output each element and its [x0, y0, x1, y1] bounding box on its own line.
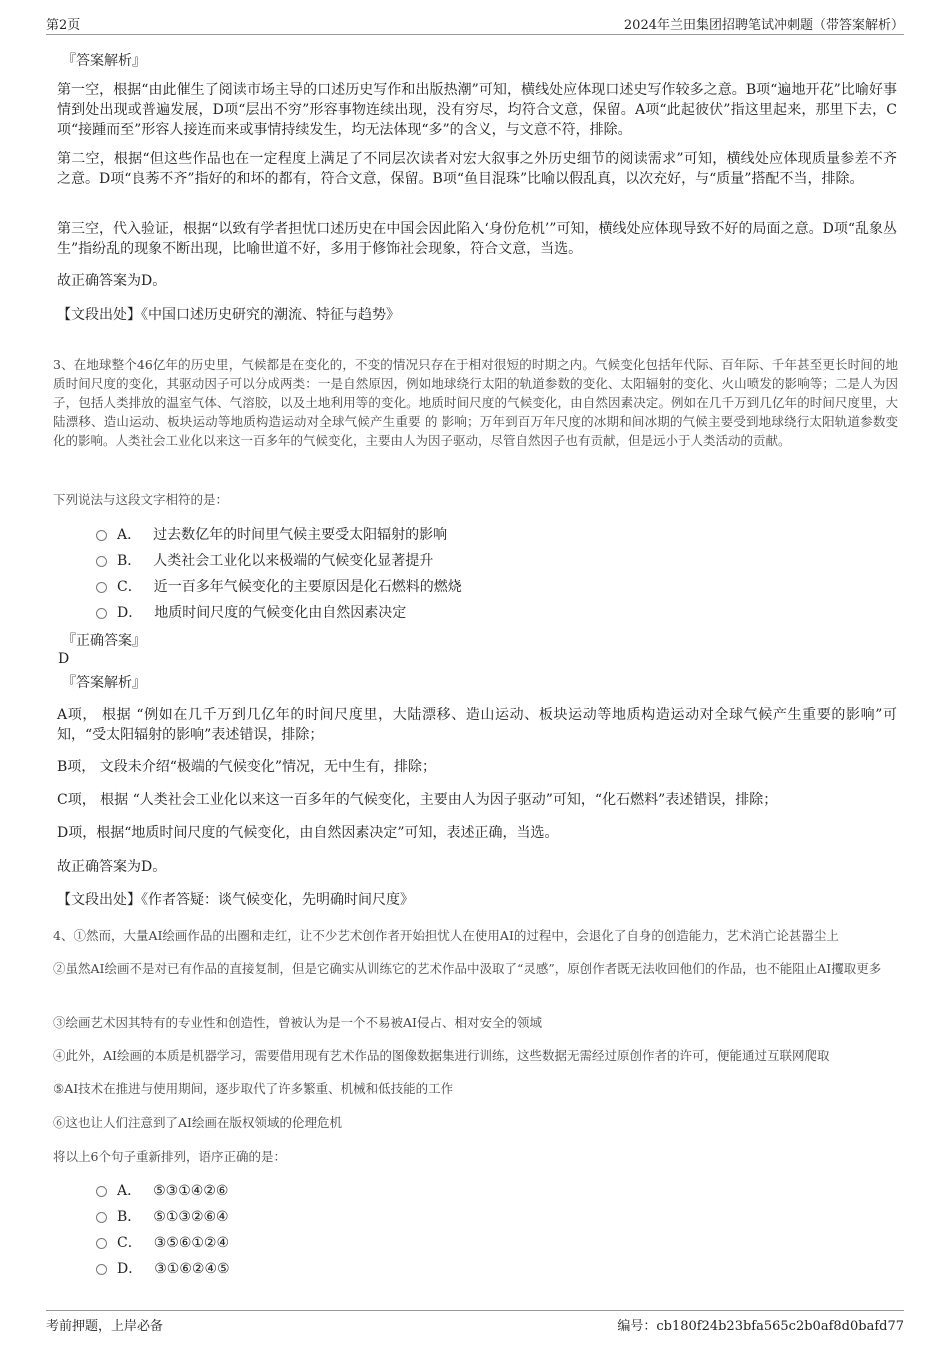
q3-option-c[interactable]: C． 近一百多年气候变化的主要原因是化石燃料的燃烧 [96, 576, 462, 598]
q3-correct-label: 『正确答案』 [62, 633, 146, 649]
radio-icon[interactable] [96, 1186, 107, 1197]
radio-icon[interactable] [96, 1212, 107, 1223]
radio-icon[interactable] [96, 582, 107, 593]
q4-option-a[interactable]: A． ⑤③①④②⑥ [96, 1180, 228, 1202]
radio-icon[interactable] [96, 608, 107, 619]
q3-correct-answer: D [58, 651, 70, 667]
document-id: 编号：cb180f24b23bfa565c2b0af8d0bafd77 [617, 1319, 904, 1334]
q2-source: 【文段出处】《中国口述历史研究的潮流、特征与趋势》 [57, 307, 400, 323]
page-number: 第2页 [46, 18, 81, 33]
radio-icon[interactable] [96, 530, 107, 541]
q3-option-d[interactable]: D． 地质时间尺度的气候变化由自然因素决定 [96, 602, 406, 624]
q4-question: 将以上6个句子重新排列，语序正确的是： [53, 1149, 286, 1164]
q3-question: 下列说法与这段文字相符的是： [53, 492, 229, 507]
q3-analysis-a: A项， 根据 “例如在几千万到几亿年的时间尺度里，大陆漂移、造山运动、板块运动等地质构造运动对全球气候产生重要的影响”可知，“受太阳辐射的影响”表述错误，排除； [57, 707, 897, 743]
q3-conclusion: 故正确答案为D。 [57, 859, 167, 875]
q2-analysis-para-3: 第三空，代入验证，根据“以致有学者担忧口述历史在中国会因此陷入‘身份危机’”可知，横线处应体现导致不好的局面之意。D项“乱象丛生”指纷乱的现象不断出现，比喻世道不好，多用于修饰社会现象，符合文意，当选。 [57, 221, 897, 257]
q4-sentence-4: ④此外，AI绘画的本质是机器学习，需要借用现有艺术作品的图像数据集进行训练，这些数据无需经过原创作者的许可，便能通过互联网爬取 [53, 1048, 830, 1063]
q2-analysis-label: 『答案解析』 [62, 53, 146, 69]
radio-icon[interactable] [96, 1238, 107, 1249]
q3-stem: 3、在地球整个46亿年的历史里，气候都是在变化的，不变的情况只存在于相对很短的时期之内。气候变化包括年代际、百年际、千年甚至更长时间的地质时间尺度的变化，其驱动因子可以分成两类：一是自然原因，例如地球绕行太阳的轨道参数的变化、太阳辐射的变化、火山喷发的影响等；二是人为因子，包括人类排放的温室气体、气溶胶，以及土地利用等的变化。地质时间尺度的气候变化，由自然因素决定。例如在几千万到几亿年的时间尺度里，大陆漂移、造山运动、板块运动等地质构造运动对全球气候产生重要 的 影响；万年到百万年尺度的冰期和间冰期的气候主要受到地球绕行太阳轨道参数变化的影响。人类社会工业化以来这一百多年的气候变化，主要由人为因子驱动，尽管自然因子也有贡献，但是远小于人类活动的贡献。 [53, 357, 898, 448]
footer-slogan: 考前押题，上岸必备 [46, 1319, 164, 1334]
page-header [46, 14, 904, 35]
q4-sentence-5: ⑤AI技术在推进与使用期间，逐步取代了许多繁重、机械和低技能的工作 [53, 1081, 454, 1096]
q3-analysis-d: D项，根据“地质时间尺度的气候变化，由自然因素决定”可知，表述正确，当选。 [57, 825, 559, 841]
q3-option-b[interactable]: B． 人类社会工业化以来极端的气候变化显著提升 [96, 550, 433, 572]
q4-sentence-1: 4、①然而，大量AI绘画作品的出圈和走红，让不少艺术创作者开始担忧人在使用AI的过程中，会退化了自身的创造能力，艺术消亡论甚嚣尘上 [53, 928, 839, 943]
q2-analysis-para-1: 第一空，根据“由此催生了阅读市场主导的口述历史写作和出版热潮”可知，横线处应体现口述史写作较多之意。B项“遍地开花”比喻好事情到处出现或普遍发展，D项“层出不穷”形容事物连续出现，没有穷尽，均符合文意，保留。A项“此起彼伏”指这里起来，那里下去，C项“接踵而至”形容人接连而来或事情持续发生，均无法体现“多”的含义，与文意不符，排除。 [57, 82, 897, 138]
q4-option-b[interactable]: B． ⑤①③②⑥④ [96, 1206, 229, 1228]
q3-source: 【文段出处】《作者答疑：谈气候变化，先明确时间尺度》 [57, 892, 414, 908]
q4-option-c[interactable]: C． ③⑤⑥①②④ [96, 1232, 229, 1254]
q3-option-a[interactable]: A． 过去数亿年的时间里气候主要受太阳辐射的影响 [96, 524, 447, 546]
document-title: 2024年兰田集团招聘笔试冲刺题（带答案解析） [623, 18, 904, 33]
radio-icon[interactable] [96, 556, 107, 567]
q4-sentence-2: ②虽然AI绘画不是对已有作品的直接复制，但是它确实从训练它的艺术作品中汲取了“灵感”，原创作者既无法收回他们的作品，也不能阻止AI攫取更多 [53, 961, 882, 976]
q2-conclusion: 故正确答案为D。 [57, 273, 167, 289]
q4-sentence-3: ③绘画艺术因其特有的专业性和创造性，曾被认为是一个不易被AI侵占、相对安全的领域 [53, 1015, 542, 1030]
q3-analysis-b: B项， 文段未介绍“极端的气候变化”情况，无中生有，排除； [57, 759, 437, 775]
q3-analysis-c: C项， 根据 “人类社会工业化以来这一百多年的气候变化，主要由人为因子驱动”可知，“化石燃料”表述错误，排除； [57, 792, 778, 808]
page-footer [46, 1310, 904, 1337]
radio-icon[interactable] [96, 1264, 107, 1275]
q4-sentence-6: ⑥这也让人们注意到了AI绘画在版权领域的伦理危机 [53, 1115, 342, 1130]
q4-option-d[interactable]: D． ③①⑥②④⑤ [96, 1258, 230, 1280]
q3-analysis-label: 『答案解析』 [62, 675, 146, 691]
q2-analysis-para-2: 第二空，根据“但这些作品也在一定程度上满足了不同层次读者对宏大叙事之外历史细节的阅读需求”可知，横线处应体现质量参差不齐之意。D项“良莠不齐”指好的和坏的都有，符合文意，保留。B项“鱼目混珠”比喻以假乱真，以次充好，与“质量”搭配不当，排除。 [57, 151, 897, 187]
